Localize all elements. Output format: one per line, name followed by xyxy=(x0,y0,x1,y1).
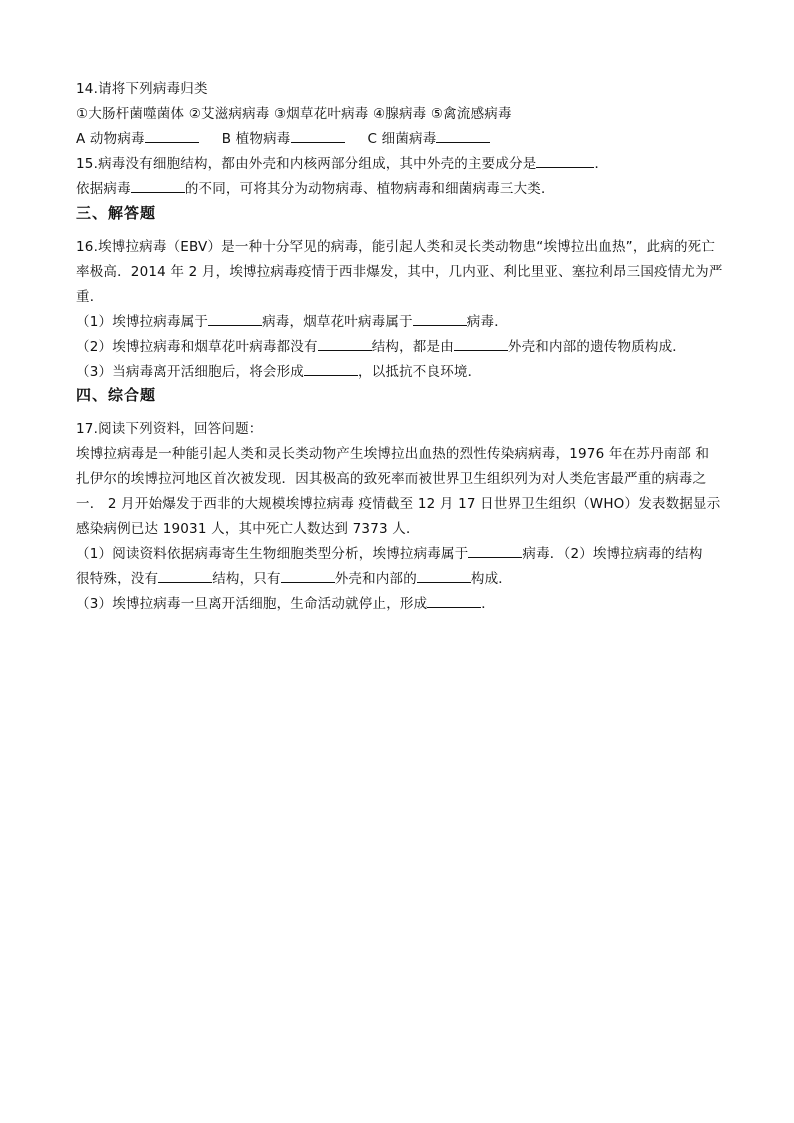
q16-text: ，以抵抗不良环境． xyxy=(358,364,482,380)
q17-text: 外壳和内部的 xyxy=(334,571,417,587)
q15-period: ． xyxy=(594,156,609,172)
answer-blank[interactable] xyxy=(436,130,490,143)
answer-blank[interactable] xyxy=(131,180,185,193)
q14-cat-c: C 细菌病毒 xyxy=(367,131,437,147)
section-heading-answer: 三、解答题 xyxy=(76,204,157,222)
section-heading-comprehensive: 四、综合题 xyxy=(76,386,157,404)
q15-line1 xyxy=(76,155,608,173)
answer-blank[interactable] xyxy=(318,338,372,351)
q14-cat-a: A 动物病毒 xyxy=(76,131,145,147)
q15-text: 15.病毒没有细胞结构，都由外壳和内核两部分组成，其中外壳的主要成分是 xyxy=(76,156,537,172)
q16-line1: 16.埃博拉病毒（EBV）是一种十分罕见的病毒，能引起人类和灵长类动物患“埃博拉出血热”，此病的死亡 xyxy=(76,239,716,255)
q17-line5: 感染病例已达 19031 人，其中死亡人数达到 7373 人． xyxy=(76,521,420,537)
q17-line1: 17.阅读下列资料，回答问题： xyxy=(76,421,263,437)
q16-text: （3）当病毒离开活细胞后，将会形成 xyxy=(76,364,304,380)
q16-text: （1）埃博拉病毒属于 xyxy=(76,314,209,330)
q17-text: 结构，只有 xyxy=(212,571,281,587)
q17-text: （1）阅读资料依据病毒寄生生物细胞类型分析，埃博拉病毒属于 xyxy=(76,546,469,562)
q16-line2: 率极高．2014 年 2 月，埃博拉病毒疫情于西非爆发，其中，几内亚、利比里亚、塞拉利昂三国疫情尤为严 xyxy=(76,264,723,280)
answer-blank[interactable] xyxy=(417,570,471,583)
answer-blank[interactable] xyxy=(454,338,508,351)
answer-blank[interactable] xyxy=(291,130,345,143)
q16-text: 外壳和内部的遗传物质构成． xyxy=(507,339,687,355)
q17-text: ． xyxy=(481,596,495,612)
q16-sub1 xyxy=(76,313,508,331)
q14-categories xyxy=(76,130,490,148)
q16-text: （2）埃博拉病毒和烟草花叶病毒都没有 xyxy=(76,339,318,355)
answer-blank[interactable] xyxy=(536,155,594,168)
q17-line2: 埃博拉病毒是一种能引起人类和灵长类动物产生埃博拉出血热的烈性传染病病毒，1976 年在苏丹南部 和 xyxy=(76,446,710,462)
answer-blank[interactable] xyxy=(281,570,335,583)
answer-blank[interactable] xyxy=(304,363,358,376)
q17-text: 构成． xyxy=(470,571,513,587)
q14-items: ①大肠杆菌噬菌体 ②艾滋病病毒 ③烟草花叶病毒 ④腺病毒 ⑤禽流感病毒 xyxy=(76,106,512,122)
answer-blank[interactable] xyxy=(145,130,199,143)
q17-text: （3）埃博拉病毒一旦离开活细胞，生命活动就停止，形成 xyxy=(76,596,428,612)
q17-line4: 一． 2 月开始爆发于西非的大规模埃博拉病毒 疫情截至 12 月 17 日世界卫生组织（WHO）发表数据显示 xyxy=(76,496,721,512)
q17-sub2 xyxy=(76,570,512,588)
answer-blank[interactable] xyxy=(158,570,212,583)
q14-title: 14.请将下列病毒归类 xyxy=(76,81,208,97)
q17-sub1 xyxy=(76,545,703,563)
q15-text: 的不同，可将其分为动物病毒、植物病毒和细菌病毒三大类． xyxy=(184,181,555,197)
q17-text: 很特殊，没有 xyxy=(76,571,159,587)
q17-sub3 xyxy=(76,595,495,613)
q16-line3: 重． xyxy=(76,289,104,305)
answer-blank[interactable] xyxy=(427,595,481,608)
q16-sub3 xyxy=(76,363,481,381)
q16-text: 结构，都是由 xyxy=(371,339,454,355)
q17-line3: 扎伊尔的埃博拉河地区首次被发现．因其极高的致死率而被世界卫生组织列为对人类危害最严重的病毒之 xyxy=(76,471,707,487)
q17-text: 病毒．（2）埃博拉病毒的结构 xyxy=(522,546,703,562)
q16-text: 病毒，烟草花叶病毒属于 xyxy=(262,314,413,330)
q14-cat-b: B 植物病毒 xyxy=(221,131,291,147)
answer-blank[interactable] xyxy=(468,545,522,558)
q15-text: 依据病毒 xyxy=(76,181,131,197)
q16-text: 病毒． xyxy=(466,314,508,330)
answer-blank[interactable] xyxy=(413,313,467,326)
q16-sub2 xyxy=(76,338,686,356)
answer-blank[interactable] xyxy=(208,313,262,326)
q15-line2 xyxy=(76,180,555,198)
